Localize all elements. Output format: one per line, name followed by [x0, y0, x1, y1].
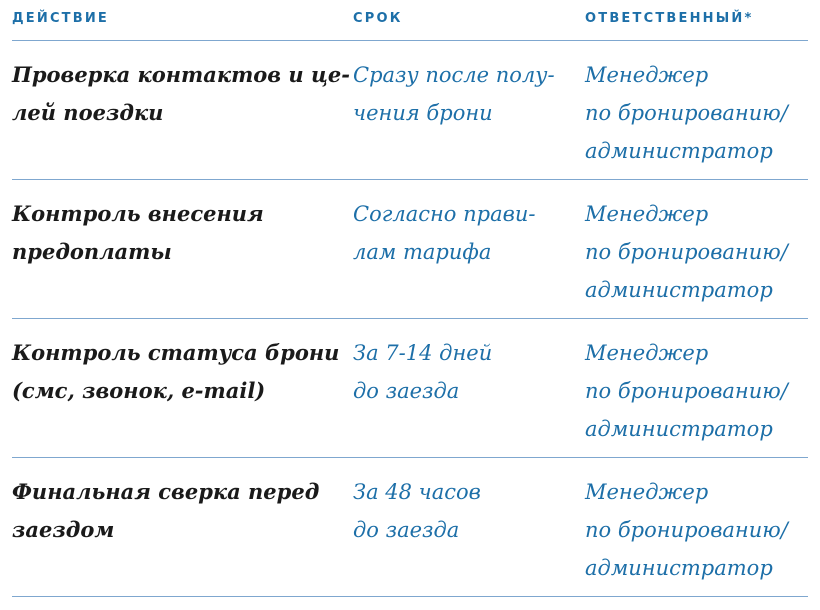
table-row [12, 180, 808, 319]
action-line: (смс, звонок, e-mail) [12, 378, 266, 403]
responsible-line: Менеджер [585, 341, 709, 365]
term-line: лам тарифа [353, 240, 492, 264]
action-line: Проверка контактов и це- [12, 62, 350, 87]
responsible-line: администратор [585, 417, 773, 441]
term-line: За 7-14 дней [353, 341, 493, 365]
term-cell [353, 334, 578, 410]
term-line: до заезда [353, 379, 460, 403]
table-header [12, 0, 808, 41]
term-line: За 48 часов [353, 480, 481, 504]
table-row [12, 458, 808, 597]
responsible-line: Менеджер [585, 63, 709, 87]
table-row [12, 41, 808, 180]
responsible-cell [585, 334, 815, 448]
responsible-cell [585, 473, 815, 587]
action-line: предоплаты [12, 239, 172, 264]
responsible-line: по бронированию/ [585, 379, 788, 403]
action-cell [12, 334, 342, 410]
action-cell [12, 56, 350, 132]
term-cell [353, 473, 578, 549]
term-line: до заезда [353, 518, 460, 542]
responsible-line: администратор [585, 139, 773, 163]
action-cell [12, 473, 342, 549]
term-line: чения брони [353, 101, 493, 125]
action-line: лей поездки [12, 100, 164, 125]
responsible-line: Менеджер [585, 480, 709, 504]
responsible-cell [585, 195, 815, 309]
table-row [12, 319, 808, 458]
responsible-line: Менеджер [585, 202, 709, 226]
header-action: ДЕЙСТВИЕ [12, 11, 110, 26]
booking-control-table [12, 0, 808, 597]
term-line: Сразу после полу- [353, 63, 555, 87]
term-cell [353, 195, 578, 271]
responsible-line: по бронированию/ [585, 240, 788, 264]
responsible-line: по бронированию/ [585, 518, 788, 542]
action-line: Контроль внесения [12, 201, 264, 226]
action-line: Финальная сверка перед [12, 479, 320, 504]
header-responsible: ОТВЕТСТВЕННЫЙ* [585, 11, 754, 26]
responsible-line: администратор [585, 556, 773, 580]
action-cell [12, 195, 342, 271]
responsible-line: администратор [585, 278, 773, 302]
responsible-cell [585, 56, 815, 170]
action-line: заездом [12, 517, 115, 542]
responsible-line: по бронированию/ [585, 101, 788, 125]
action-line: Контроль статуса брони [12, 340, 340, 365]
term-cell [353, 56, 578, 132]
header-term: СРОК [353, 11, 403, 26]
term-line: Согласно прави- [353, 202, 536, 226]
